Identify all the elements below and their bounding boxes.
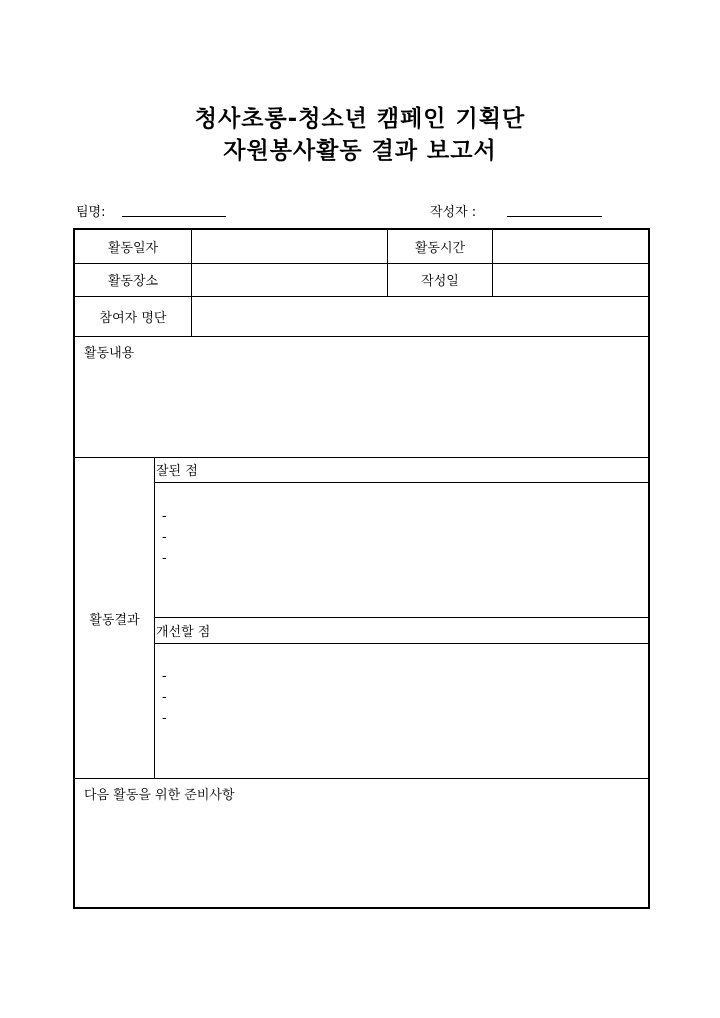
team-name-label: 팀명:: [76, 205, 106, 220]
report-table: [73, 228, 650, 909]
activity-place-label: 활동장소: [107, 274, 159, 289]
written-date-label: 작성일: [421, 274, 459, 289]
document-title-line1: 청사초롱-청소년 캠페인 기획단: [194, 106, 526, 132]
bullet-dash: -: [162, 711, 167, 726]
participants-field[interactable]: [192, 297, 648, 336]
bullet-dash: -: [162, 690, 167, 705]
written-date-field[interactable]: [493, 264, 648, 296]
bullet-dash: -: [162, 551, 167, 566]
document-title-line2: 자원봉사활동 결과 보고서: [223, 138, 497, 164]
author-label: 작성자 :: [430, 205, 477, 220]
row-divider: [75, 336, 648, 337]
bullet-dash: -: [162, 509, 167, 524]
participants-label: 참여자 명단: [99, 311, 167, 326]
team-name-field[interactable]: [122, 216, 226, 217]
activity-time-field[interactable]: [493, 230, 648, 263]
activity-date-label: 활동일자: [107, 241, 159, 256]
activity-date-field[interactable]: [192, 230, 387, 263]
next-preparation-label: 다음 활동을 위한 준비사항: [84, 788, 235, 803]
improvements-field[interactable]: [155, 644, 648, 778]
good-points-field[interactable]: [155, 483, 648, 617]
author-field[interactable]: [507, 216, 602, 217]
row-divider: [75, 457, 648, 458]
improvements-label: 개선할 점: [156, 625, 211, 640]
activity-content-label: 활동내용: [84, 346, 135, 361]
row-divider: [75, 778, 648, 779]
activity-result-label: 활동결과: [89, 613, 140, 628]
row-divider: [154, 617, 648, 618]
activity-place-field[interactable]: [192, 264, 387, 296]
bullet-dash: -: [162, 530, 167, 545]
good-points-label: 잘된 점: [156, 464, 198, 479]
activity-content-field[interactable]: [75, 358, 648, 457]
next-preparation-field[interactable]: [75, 802, 648, 907]
bullet-dash: -: [162, 669, 167, 684]
activity-time-label: 활동시간: [414, 241, 466, 256]
